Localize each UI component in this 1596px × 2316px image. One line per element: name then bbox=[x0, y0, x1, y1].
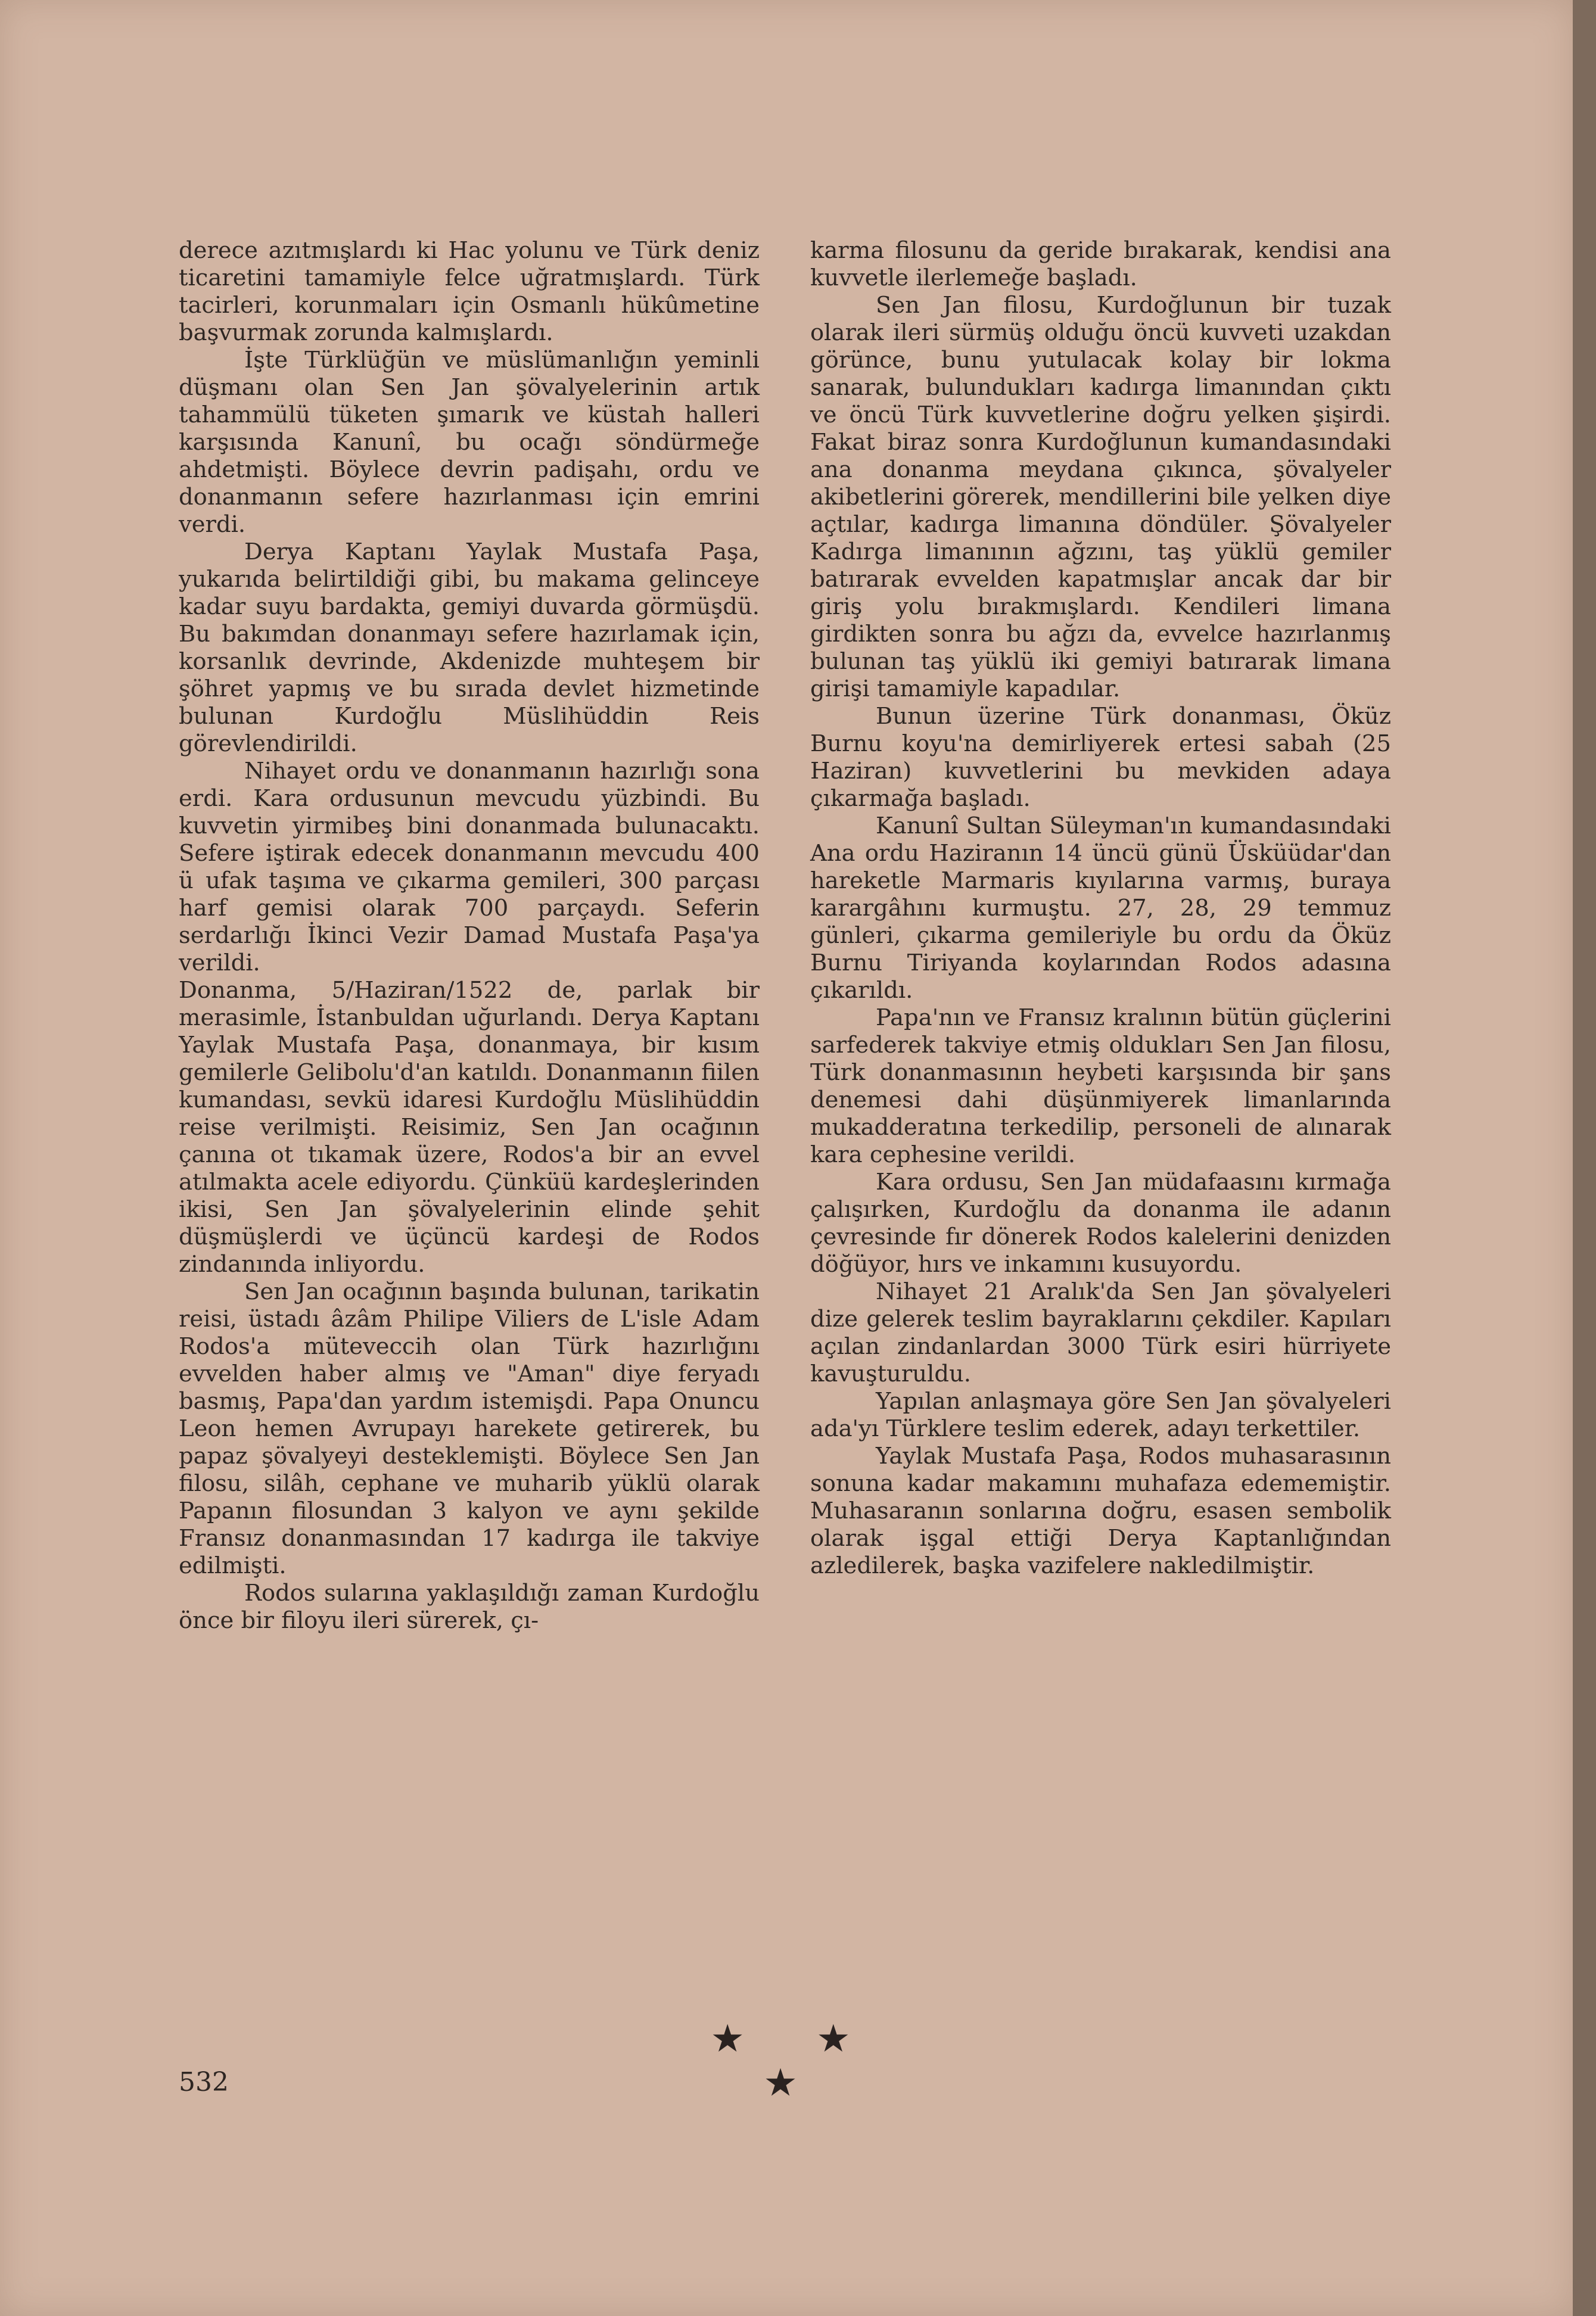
paragraph: Derya Kaptanı Yaylak Mustafa Paşa, yukarıda belirtildiği gibi, bu makama gelinceye kadar suyu bardakta, gemiyi duvarda görmüşdü. Bu bakımdan donanmayı sefere hazırlamak için, korsanlık devrinde, Akdenizde muhteşem bir şöhret yapmış ve bu sırada devlet hizmetinde bulunan Kurdoğlu Müslihüddin Reis görevlendirildi. bbox=[179, 538, 760, 757]
paragraph: Nihayet 21 Aralık'da Sen Jan şövalyeleri dize gelerek teslim bayraklarını çekdiler. Kapıları açılan zindanlardan 3000 Türk esiri hürriyete kavuşturuldu. bbox=[810, 1278, 1391, 1387]
paragraph: Papa'nın ve Fransız kralının bütün güçlerini sarfederek takviye etmiş oldukları Sen Jan filosu, Türk donanmasının heybeti karşısında bir şans denemesi dahi düşünmiyerek limanlarında mukadderatına terkedilip, personeli de alınarak kara cephesine verildi. bbox=[810, 1004, 1391, 1168]
right-column bbox=[810, 237, 1391, 1580]
paragraph: Kanunî Sultan Süleyman'ın kumandasındaki Ana ordu Haziranın 14 üncü günü Üsküüdar'dan hareketle Marmaris kıyılarına varmış, buraya karargâhını kurmuştu. 27, 28, 29 temmuz günleri, çıkarma gemileriyle bu ordu da Öküz Burnu Tiriyanda koylarından Rodos adasına çıkarıldı. bbox=[810, 813, 1391, 1004]
paragraph: Sen Jan filosu, Kurdoğlunun bir tuzak olarak ileri sürmüş olduğu öncü kuvveti uzakdan görünce, bunu yutulacak kolay bir lokma sanarak, bulundukları kadırga limanından çıktı ve öncü Türk kuvvetlerine doğru yelken şişirdi. Fakat biraz sonra Kurdoğlunun kumandasındaki ana donanma meydana çıkınca, şövalyeler akibetlerini görerek, mendillerini bile yelken diye açtılar, kadırga limanına döndüler. Şövalyeler Kadırga limanının ağzını, taş yüklü gemiler batırarak evvelden kapatmışlar ancak dar bir giriş yolu bırakmışlardı. Kendileri limana girdikten sonra bu ağzı da, evvelce hazırlanmış bulunan taş yüklü iki gemiyi batırarak limana girişi tamamiyle kapadılar. bbox=[810, 292, 1391, 702]
left-column bbox=[179, 237, 760, 1635]
paragraph: Bunun üzerine Türk donanması, Öküz Burnu koyu'na demirliyerek ertesi sabah (25 Haziran) kuvvetlerini bu mevkiden adaya çıkarmağa başladı. bbox=[810, 703, 1391, 812]
page-number: 532 bbox=[179, 2067, 229, 2097]
paragraph: Rodos sularına yaklaşıldığı zaman Kurdoğlu önce bir filoyu ileri sürerek, çı- bbox=[179, 1580, 760, 1634]
paragraph: İşte Türklüğün ve müslümanlığın yeminli düşmanı olan Sen Jan şövalyelerinin artık tahammülü tüketen şımarık ve küstah halleri karşısında Kanunî, bu ocağı söndürmeğe ahdetmişti. Böylece devrin padişahı, ordu ve donanmanın sefere hazırlanması için emrini verdi. bbox=[179, 347, 760, 538]
section-end-stars: ★ ★ ★ bbox=[710, 2017, 881, 2105]
paragraph: Donanma, 5/Haziran/1522 de, parlak bir merasimle, İstanbuldan uğurlandı. Derya Kaptanı Yaylak Mustafa Paşa, donanmaya, bir kısım gemilerle Gelibolu'd'an katıldı. Donanmanın fiilen kumandası, sevkü idaresi Kurdoğlu Müslihüddin reise verilmişti. Reisimiz, Sen Jan ocağının çanına ot tıkamak üzere, Rodos'a bir an evvel atılmakta acele ediyordu. Çünküü kardeşlerinden ikisi, Sen Jan şövalyelerinin elinde şehit düşmüşlerdi ve üçüncü kardeşi de Rodos zindanında inliyordu. bbox=[179, 977, 760, 1278]
paragraph: Sen Jan ocağının başında bulunan, tarikatin reisi, üstadı âzâm Philipe Viliers de L'isle Adam Rodos'a müteveccih olan Türk hazırlığını evvelden haber almış ve "Aman" diye feryadı basmış, Papa'dan yardım istemişdi. Papa Onuncu Leon hemen Avrupayı harekete getirerek, bu papaz şövalyeyi desteklemişti. Böylece Sen Jan filosu, silâh, cephane ve muharib yüklü olarak Papanın filosundan 3 kalyon ve aynı şekilde Fransız donanmasından 17 kadırga ile takviye edilmişti. bbox=[179, 1278, 760, 1579]
paragraph: Yaylak Mustafa Paşa, Rodos muhasarasının sonuna kadar makamını muhafaza edememiştir. Muhasaranın sonlarına doğru, esasen sembolik olarak işgal ettiği Derya Kaptanlığından azledilerek, başka vazifelere nakledilmiştir. bbox=[810, 1443, 1391, 1579]
paragraph: karma filosunu da geride bırakarak, kendisi ana kuvvetle ilerlemeğe başladı. bbox=[810, 237, 1391, 291]
paragraph: derece azıtmışlardı ki Hac yolunu ve Türk deniz ticaretini tamamiyle felce uğratmışlardı. Türk tacirleri, korunmaları için Osmanlı hükûmetine başvurmak zorunda kalmışlardı. bbox=[179, 237, 760, 346]
paragraph: Nihayet ordu ve donanmanın hazırlığı sona erdi. Kara ordusunun mevcudu yüzbindi. Bu kuvvetin yirmibeş bini donanmada bulunacaktı. Sefere iştirak edecek donanmanın mevcudu 400 ü ufak taşıma ve çıkarma gemileri, 300 parçası harf gemisi olarak 700 parçaydı. Seferin serdarlığı İkinci Vezir Damad Mustafa Paşa'ya verildi. bbox=[179, 758, 760, 976]
paragraph: Yapılan anlaşmaya göre Sen Jan şövalyeleri ada'yı Türklere teslim ederek, adayı terkettiler. bbox=[810, 1388, 1391, 1442]
paragraph: Kara ordusu, Sen Jan müdafaasını kırmağa çalışırken, Kurdoğlu da donanma ile adanın çevresinde fır dönerek Rodos kalelerini denizden döğüyor, hırs ve inkamını kusuyordu. bbox=[810, 1169, 1391, 1278]
